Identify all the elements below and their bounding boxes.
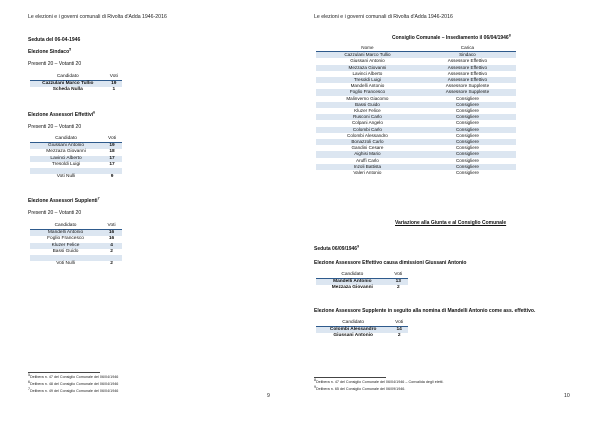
candidate-name: Cazzulani Marco Tullio — [30, 81, 106, 88]
footnote: $^9$Delibera n. 65 del Consiglio Comunale del 06/09/1946. — [314, 385, 406, 392]
presence-line: Presenti 20 – Votanti 20 — [28, 124, 82, 130]
candidate-name: Voti Nulli — [56, 174, 76, 180]
member-role: Assessore Effettivo — [419, 77, 516, 83]
member-role: Assessore Supplente — [445, 83, 490, 89]
member-role: Consigliere — [455, 170, 479, 176]
section-heading-assessore-effettivo: Elezione Assessore Effettivo causa dimissioni Giussani Antonio — [314, 260, 467, 266]
table-row — [316, 170, 516, 176]
member-name: Kluzer Felice — [354, 108, 381, 114]
member-role: Consigliere — [419, 164, 516, 170]
member-role: Consigliere — [455, 108, 479, 114]
member-name: Bassi Guido — [316, 102, 419, 108]
column-header: Carica — [419, 45, 516, 52]
footnote: $^7$Delibera n. 49 del Consiglio Comunale del 06/04/1946 — [28, 387, 119, 394]
member-role: Consigliere — [419, 151, 516, 157]
vote-count: 2 — [110, 261, 113, 267]
table-header-row — [30, 74, 122, 81]
vote-count: 4 — [101, 243, 122, 249]
vote-count: 19 — [106, 81, 122, 88]
candidate-name: Tresoldi Luigi — [51, 161, 81, 167]
member-name: Mezzaza Giovanni — [316, 65, 419, 71]
section-heading-assessore-supplente: Elezione Assessore Supplente in seguito alla nomina di Mandelli Antonio come ass. effettivo. — [314, 308, 536, 314]
section-heading-sindaco: Elezione Sindaco$^5$ — [28, 47, 72, 55]
vote-count: 17 — [102, 156, 122, 162]
vote-count: 18 — [109, 149, 115, 155]
vote-table-sindaco — [30, 74, 122, 94]
footnote: $^5$Delibera n. 47 del Consiglio Comunale del 06/04/1946 — [28, 373, 119, 380]
vote-count: 19 — [102, 143, 122, 150]
column-header: Candidato — [30, 223, 101, 230]
vote-table-assessore-effettivo — [316, 272, 408, 292]
member-role: Consigliere — [455, 95, 479, 101]
member-role: Consigliere — [419, 114, 516, 120]
vote-table-assessori-supplenti — [30, 223, 122, 267]
column-header: Voti — [389, 272, 408, 279]
member-name: Valeri Antonio — [353, 170, 382, 176]
member-role: Assessore Supplente — [419, 89, 516, 95]
vote-count: 13 — [389, 279, 408, 286]
table-header-row — [316, 320, 408, 327]
vote-count: 16 — [108, 236, 115, 242]
member-role: Assessore Effettivo — [419, 65, 516, 71]
vote-count: 1 — [112, 87, 116, 93]
section-heading-assessori-effettivi: Elezione Assessori Effettivi$^6$ — [28, 110, 96, 118]
column-header: Candidato — [30, 74, 106, 81]
session-title: Seduta del 06-04-1946 — [28, 37, 81, 43]
table-header-row — [316, 45, 516, 52]
running-head: Le elezioni e i governi comunali di Rivolta d'Adda 1946-2016 — [314, 14, 453, 20]
candidate-name: Bassi Guido — [52, 248, 79, 254]
member-role: Consigliere — [455, 157, 479, 163]
member-role: Consigliere — [419, 127, 516, 133]
session-title: Seduta 06/09/1946$^9$ — [314, 244, 360, 252]
vote-count: 16 — [101, 230, 122, 237]
footnote: $^8$Delibera n. 47 del Consiglio Comunale del 06/04/1946 – Convalida degli eletti. — [314, 378, 444, 385]
member-role: Assessore Effettivo — [447, 58, 488, 64]
table-header-row — [30, 223, 122, 230]
table-row — [316, 285, 408, 291]
footnote: $^6$Delibera n. 48 del Consiglio Comunale del 06/04/1946 — [28, 380, 119, 387]
member-name: Malinverno Giacomo — [346, 95, 389, 101]
column-header: Voti — [390, 320, 408, 327]
member-name: Cazzulani Marco Tullio — [316, 52, 419, 59]
table-row — [30, 261, 122, 267]
column-header: Nome — [316, 45, 419, 52]
column-header: Candidato — [316, 320, 390, 327]
column-header: Candidato — [316, 272, 389, 279]
member-role: Consigliere — [419, 102, 516, 108]
member-role: Consigliere — [455, 132, 479, 138]
presence-line: Presenti 20 – Votanti 20 — [28, 210, 82, 216]
member-name: Lavinci Alberto — [352, 70, 383, 76]
candidate-name: Lavinci Alberto — [30, 156, 102, 162]
council-title: Consiglio Comunale – Insediamento il 06/04/1946$^8$ — [392, 33, 511, 41]
member-name: Giussani Antonio — [350, 58, 385, 64]
member-name: Colpani Angelo — [351, 120, 383, 126]
member-name: Bonazzoli Carlo — [316, 139, 419, 145]
candidate-name: Kluzer Felice — [30, 243, 101, 249]
member-name: Tresoldi Luigi — [316, 77, 419, 83]
vote-count: 2 — [110, 248, 113, 254]
vote-count: 2 — [396, 285, 400, 291]
candidate-name: Mandelli Antonio — [316, 279, 389, 286]
footnote-rule — [314, 377, 386, 378]
vote-table-assessore-supplente — [316, 320, 408, 340]
vote-count: 2 — [397, 333, 401, 339]
right-page — [300, 0, 600, 424]
page-number: 9 — [267, 393, 270, 399]
member-name: Colombi Alessandro — [347, 132, 388, 138]
vote-count: 14 — [390, 327, 408, 334]
table-row — [316, 333, 408, 339]
member-role: Assessore Effettivo — [447, 70, 488, 76]
vote-count: 17 — [109, 161, 115, 167]
table-header-row — [316, 272, 408, 279]
table-row — [316, 52, 516, 59]
candidate-name: Scheda Nulla — [52, 87, 83, 93]
member-name: Gandini Cesare — [351, 145, 384, 151]
member-name: Colombi Carlo — [316, 127, 419, 133]
member-name: Rusconi Carlo — [316, 114, 419, 120]
variations-title: Variazione alla Giunta e al Consiglio Comunale — [395, 220, 507, 226]
vote-table-assessori-effettivi — [30, 136, 122, 180]
table-row — [30, 174, 122, 180]
candidate-name: Mezzaza Giovanni — [331, 285, 373, 291]
member-name: Mandelli Antonio — [350, 83, 385, 89]
presence-line: Presenti 20 – Votanti 20 — [28, 61, 82, 67]
running-head: Le elezioni e i governi comunali di Rivolta d'Adda 1946-2016 — [28, 14, 167, 20]
member-name: Inzoli Battista — [316, 164, 419, 170]
candidate-name: Giussani Antonio — [30, 143, 102, 150]
table-row — [30, 87, 122, 93]
vote-count: 9 — [110, 174, 114, 180]
column-header: Candidato — [30, 136, 102, 143]
candidate-name: Giussani Antonio — [333, 333, 373, 339]
member-role: Sindaco — [419, 52, 516, 59]
candidate-name: Mandelli Antonio — [30, 230, 101, 237]
candidate-name: Mezzaza Giovanni — [46, 149, 86, 155]
member-name: Aruffi Carlo — [355, 157, 379, 163]
member-name: Aighisi Mario — [316, 151, 419, 157]
column-header: Voti — [102, 136, 122, 143]
column-header: Voti — [106, 74, 122, 81]
council-table — [316, 45, 516, 176]
page-number: 10 — [564, 393, 570, 399]
footnote-rule — [28, 372, 100, 373]
candidate-name: Foglio Francesco — [47, 236, 84, 242]
column-header: Voti — [101, 223, 122, 230]
member-role: Consigliere — [419, 139, 516, 145]
member-name: Foglio Francesco — [316, 89, 419, 95]
member-role: Consigliere — [455, 120, 479, 126]
section-heading-assessori-supplenti: Elezione Assessori Supplenti$^7$ — [28, 196, 100, 204]
candidate-name: Voti Nulli — [56, 261, 75, 267]
candidate-name: Colombi Alessandro — [316, 327, 390, 334]
table-header-row — [30, 136, 122, 143]
member-role: Consigliere — [455, 145, 479, 151]
